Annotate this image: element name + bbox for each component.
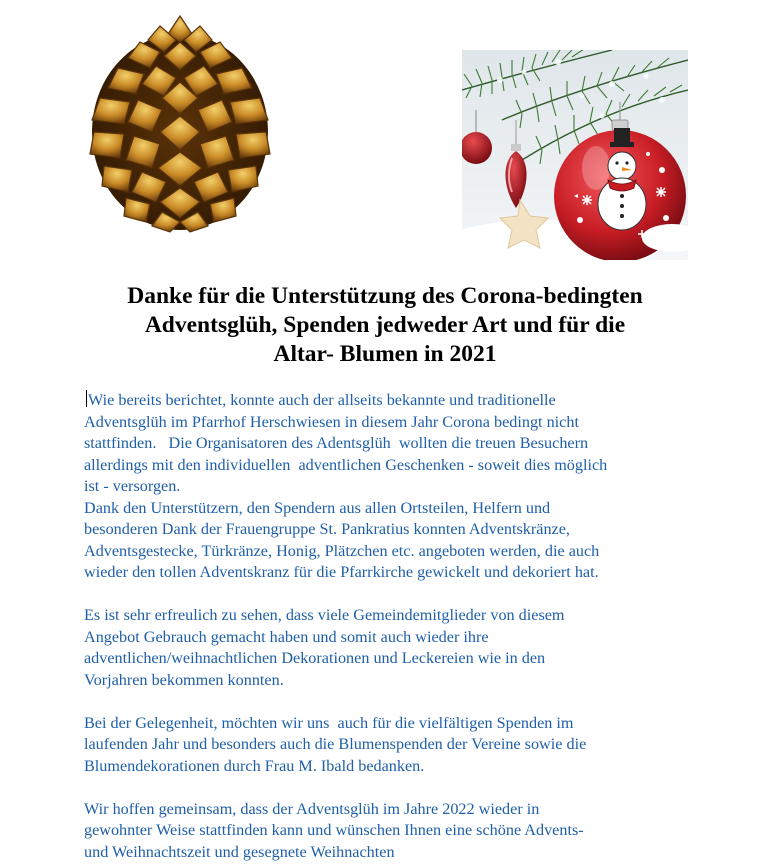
paragraph-closing	[84, 799, 704, 864]
paragraph-spacer	[84, 584, 704, 606]
text-line: Dank den Unterstützern, den Spendern aus allen Ortsteilen, Helfern und	[84, 498, 551, 517]
text-line: Bei der Gelegenheit, möchten wir uns auch für die vielfältigen Spenden im	[84, 713, 574, 732]
text-line: ist - versorgen.	[84, 477, 181, 495]
paragraph-spacer	[84, 777, 704, 799]
paragraph-thanks	[84, 713, 704, 778]
text-line: wieder den tollen Adventskranz für die Pfarrkirche gewickelt und dekoriert hat.	[84, 563, 599, 581]
text-line: Vorjahren bekommen konnten.	[84, 670, 284, 689]
text-line: Adventsgestecke, Türkränze, Honig, Plätzchen etc. angeboten werden, die auch	[84, 541, 600, 560]
pinecone-icon	[80, 12, 280, 234]
text-line: stattfinden. Die Organisatoren des Adentsglüh wollten die treuen Besuchern	[84, 434, 589, 452]
text-line: gewohnter Weise stattfinden kann und wünschen Ihnen eine schöne Advents-	[84, 821, 584, 839]
text-line: Angebot Gebrauch gemacht haben und somit auch wieder ihre	[84, 627, 489, 646]
christmas-ornaments-icon	[462, 50, 688, 260]
text-line-content: Wie bereits berichtet, konnte auch der allseits bekannte und traditionelle	[88, 391, 556, 409]
text-line: adventlichen/weihnachtlichen Dekorationen und Leckereien wie in den	[84, 649, 546, 667]
text-line: Adventsglüh im Pfarrhof Herschwiesen in diesem Jahr Corona bedingt nicht	[84, 412, 579, 431]
text-line: Wir hoffen gemeinsam, dass der Adventsglüh im Jahre 2022 wieder in	[84, 799, 540, 818]
paragraph-spacer	[84, 691, 704, 713]
text-line: und Weihnachtszeit und gesegnete Weihnachten	[84, 842, 395, 861]
text-line: allerdings mit den individuellen adventlichen Geschenken - soweit dies möglich	[84, 455, 608, 474]
text-line: laufenden Jahr und besonders auch die Blumenspenden der Vereine sowie die	[84, 735, 587, 753]
text-line	[84, 390, 704, 412]
title-line: Danke für die Unterstützung des Corona-bedingten	[127, 283, 643, 309]
document-title	[40, 282, 730, 369]
paragraph-intro	[84, 390, 704, 584]
title-line: Altar- Blumen in 2021	[273, 341, 497, 367]
text-cursor	[86, 390, 87, 407]
text-line: Es ist sehr erfreulich zu sehen, dass viele Gemeindemitglieder von diesem	[84, 606, 565, 624]
document-body[interactable]	[84, 390, 704, 863]
paragraph-offer	[84, 605, 704, 691]
title-line: Adventsglüh, Spenden jedweder Art und für die	[144, 312, 626, 338]
text-line: besonderen Dank der Frauengruppe St. Pankratius konnten Adventskränze,	[84, 520, 570, 538]
text-line: Blumendekorationen durch Frau M. Ibald bedanken.	[84, 756, 425, 775]
